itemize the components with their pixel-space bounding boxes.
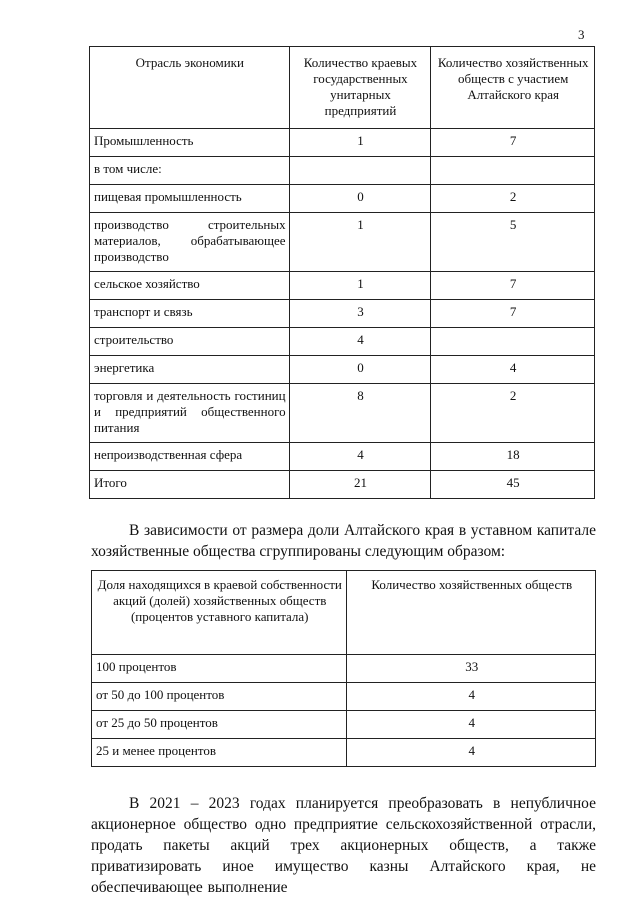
row-value-companies: [431, 157, 595, 185]
row-value: 33: [347, 655, 596, 683]
header-business-companies: Количество хозяйственных обществ с участием Алтайского края: [431, 47, 595, 129]
row-label: в том числе:: [90, 157, 290, 185]
row-value-enterprises: 0: [289, 185, 431, 213]
table-row: [90, 443, 595, 471]
paragraph-grouping-intro: В зависимости от размера доли Алтайского края в уставном капитале хозяйственные общества сгруппированы следующим образом:: [91, 522, 596, 560]
row-label: торговля и деятельность гостиниц и предприятий общественного питания: [90, 384, 290, 443]
table-row: [90, 300, 595, 328]
economy-sectors-table: [89, 46, 595, 499]
table-header-row: [92, 571, 596, 655]
row-value-enterprises: 21: [289, 471, 431, 499]
row-value-enterprises: 1: [289, 213, 431, 272]
page-number: 3: [578, 27, 585, 42]
row-label: пищевая промышленность: [90, 185, 290, 213]
table-row: [90, 157, 595, 185]
table-header-row: [90, 47, 595, 129]
row-label: сельское хозяйство: [90, 272, 290, 300]
table-row: [90, 185, 595, 213]
row-value-companies: 2: [431, 384, 595, 443]
row-value: 4: [347, 739, 596, 767]
row-value-companies: 7: [431, 129, 595, 157]
row-label: транспорт и связь: [90, 300, 290, 328]
row-label: 25 и менее процентов: [92, 739, 347, 767]
row-value-companies: 7: [431, 272, 595, 300]
table-row: [90, 356, 595, 384]
row-label: Итого: [90, 471, 290, 499]
row-value-companies: 45: [431, 471, 595, 499]
row-value: 4: [347, 683, 596, 711]
row-value-companies: 18: [431, 443, 595, 471]
row-label: строительство: [90, 328, 290, 356]
row-value-enterprises: 1: [289, 129, 431, 157]
row-label: 100 процентов: [92, 655, 347, 683]
row-value-enterprises: 1: [289, 272, 431, 300]
header-company-count: Количество хозяйственных обществ: [347, 571, 596, 655]
row-value-companies: 4: [431, 356, 595, 384]
row-value-companies: 5: [431, 213, 595, 272]
row-value: 4: [347, 711, 596, 739]
table-row: [92, 739, 596, 767]
table-total-row: [90, 471, 595, 499]
row-value-enterprises: 3: [289, 300, 431, 328]
row-value-companies: 7: [431, 300, 595, 328]
table-row: [90, 384, 595, 443]
header-sector: Отрасль экономики: [90, 47, 290, 129]
table-row: [90, 213, 595, 272]
header-unitary-enterprises: Количество краевых государственных унитарных предприятий: [289, 47, 431, 129]
row-label: от 25 до 50 процентов: [92, 711, 347, 739]
row-value-enterprises: 0: [289, 356, 431, 384]
header-share: Доля находящихся в краевой собственности акций (долей) хозяйственных обществ (процентов уставного капитала): [92, 571, 347, 655]
table-row: [92, 683, 596, 711]
table-row: [92, 655, 596, 683]
row-label: энергетика: [90, 356, 290, 384]
row-value-companies: [431, 328, 595, 356]
table-row: [90, 328, 595, 356]
row-value-enterprises: 8: [289, 384, 431, 443]
row-label: производство строительных материалов, обрабатывающее производство: [90, 213, 290, 272]
table-row: [90, 272, 595, 300]
row-value-enterprises: 4: [289, 443, 431, 471]
row-label: от 50 до 100 процентов: [92, 683, 347, 711]
row-label: Промышленность: [90, 129, 290, 157]
row-value-enterprises: [289, 157, 431, 185]
row-value-enterprises: 4: [289, 328, 431, 356]
row-value-companies: 2: [431, 185, 595, 213]
paragraph-privatization-plan: В 2021 – 2023 годах планируется преобразовать в непубличное акционерное общество одно предприятие сельскохозяйственной отрасли, продать пакеты акций трех акционерных обществ, а также приватизировать иное имущество казны Алтайского края, не обеспечивающее выполнение: [91, 795, 596, 896]
table-row: [90, 129, 595, 157]
row-label: непроизводственная сфера: [90, 443, 290, 471]
share-distribution-table: [91, 570, 596, 767]
table-row: [92, 711, 596, 739]
